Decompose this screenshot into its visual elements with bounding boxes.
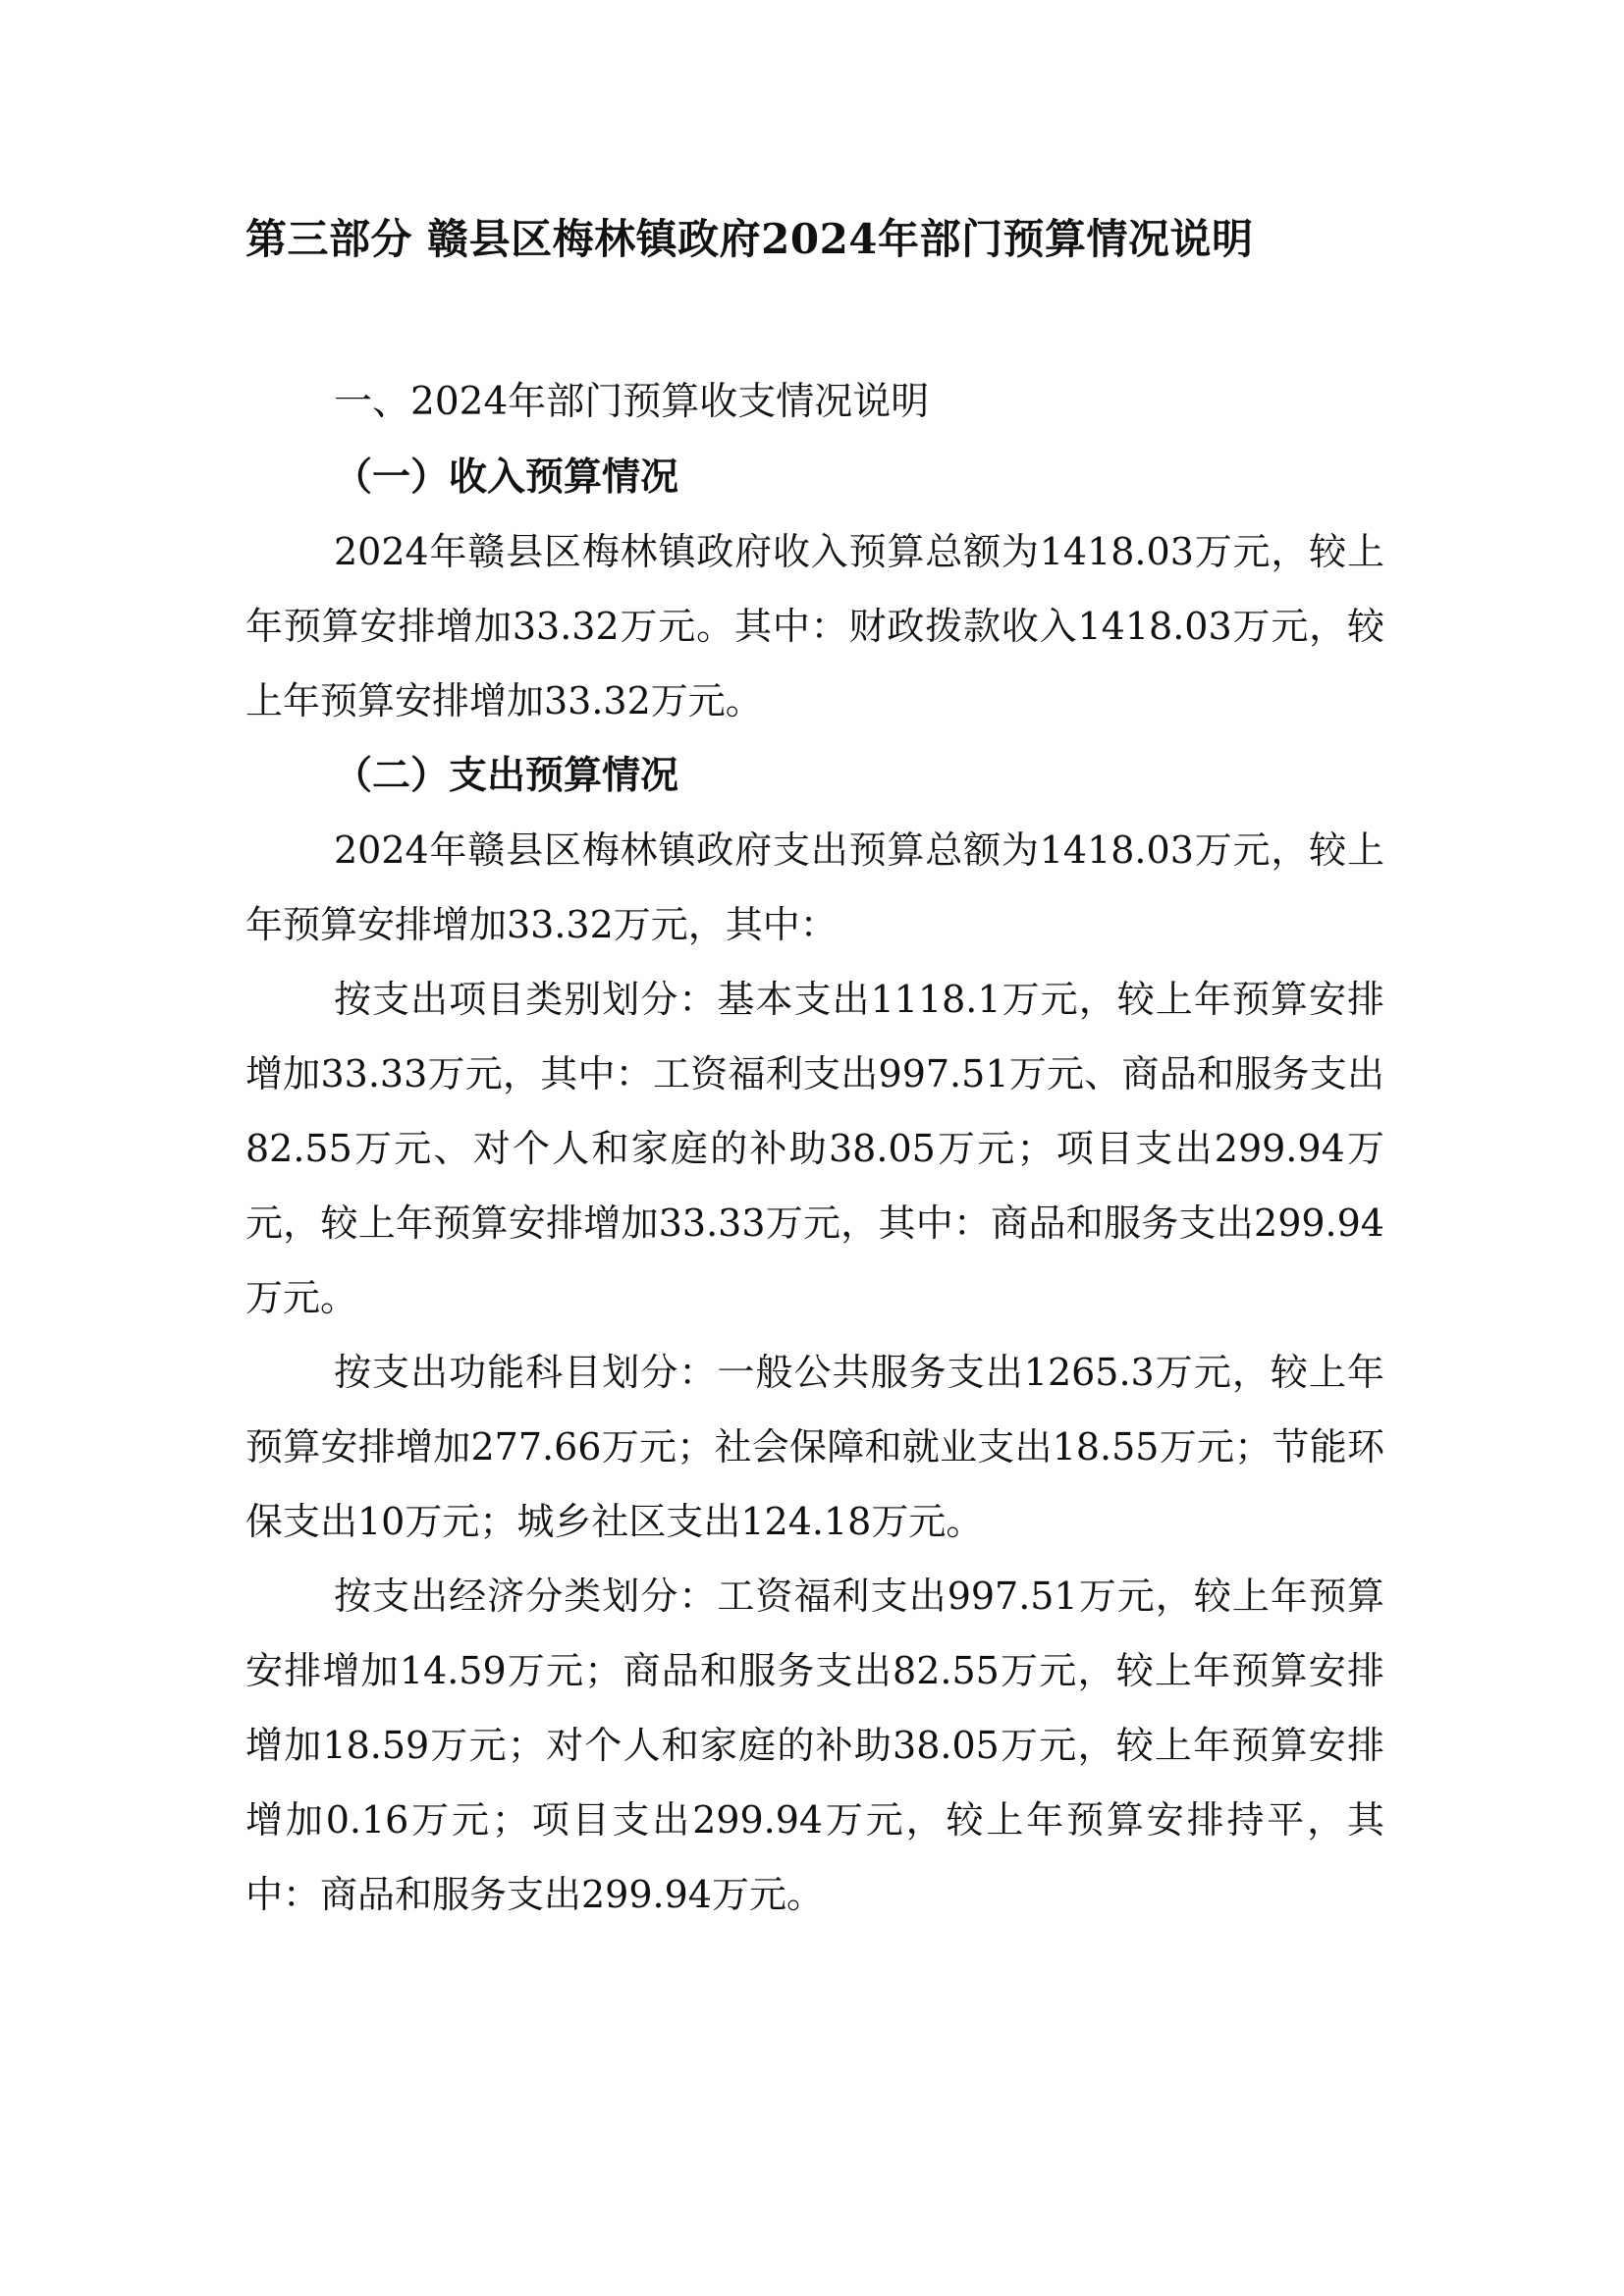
document-title: 第三部分 赣县区梅林镇政府2024年部门预算情况说明 bbox=[245, 215, 1254, 263]
paragraph-income-budget: 2024年赣县区梅林镇政府收入预算总额为1418.03万元，较上年预算安排增加33.32万元。其中：财政拨款收入1418.03万元，较上年预算安排增加33.32万元。 bbox=[245, 530, 1384, 722]
subsection-heading-expenditure: （二）支出预算情况 bbox=[334, 753, 679, 798]
paragraph-by-economic-class: 按支出经济分类划分：工资福利支出997.51万元，较上年预算安排增加14.59万元；商品和服务支出82.55万元，较上年预算安排增加18.59万元；对个人和家庭的补助38.05万元，较上年预算安排增加0.16万元；项目支出299.94万元，较上年预算安排持平，其中：商品和服务支出299.94万元。 bbox=[245, 1575, 1384, 1916]
subsection-heading-income: （一）收入预算情况 bbox=[334, 454, 679, 500]
document-body bbox=[245, 365, 1384, 1932]
paragraph-by-project-category: 按支出项目类别划分：基本支出1118.1万元，较上年预算安排增加33.33万元，其中：工资福利支出997.51万元、商品和服务支出82.55万元、对个人和家庭的补助38.05万元；项目支出299.94万元，较上年预算安排增加33.33万元，其中：商品和服务支出299.94万元。 bbox=[245, 978, 1384, 1319]
paragraph-by-function: 按支出功能科目划分：一般公共服务支出1265.3万元，较上年预算安排增加277.66万元；社会保障和就业支出18.55万元；节能环保支出10万元；城乡社区支出124.18万元。 bbox=[245, 1351, 1384, 1543]
paragraph-expenditure-budget: 2024年赣县区梅林镇政府支出预算总额为1418.03万元，较上年预算安排增加33.32万元，其中： bbox=[245, 828, 1384, 946]
section-heading-income-expenditure: 一、2024年部门预算收支情况说明 bbox=[334, 380, 930, 424]
